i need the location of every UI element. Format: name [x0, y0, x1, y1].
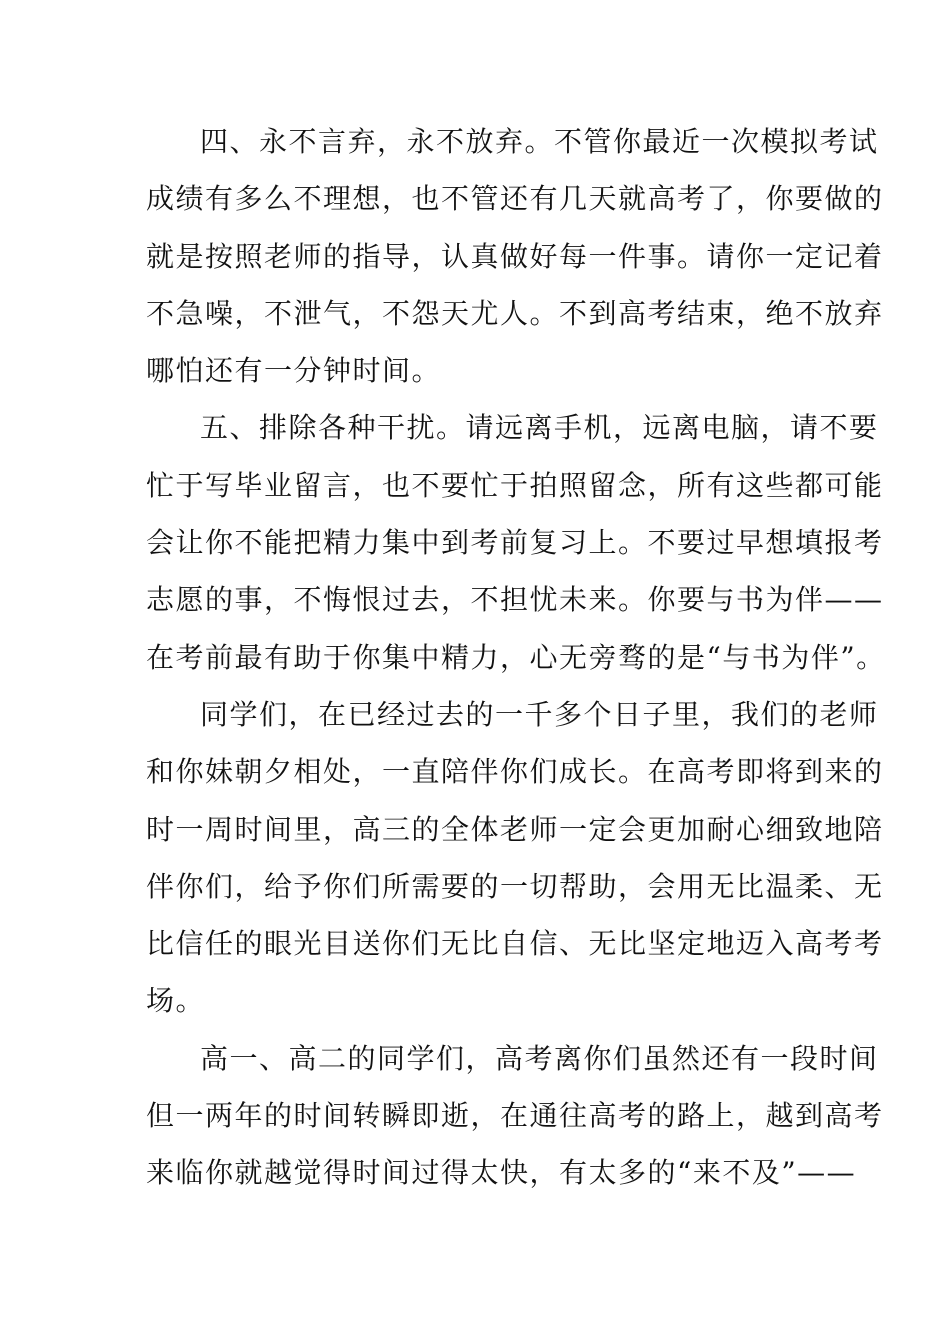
paragraph-line: 同学们，在已经过去的一千多个日子里，我们的老师	[200, 697, 879, 731]
paragraph-5	[146, 399, 886, 685]
paragraph-line: 忙于写毕业留言，也不要忙于拍照留念，所有这些都可能	[146, 468, 884, 502]
paragraph-grade-one-two	[146, 1030, 884, 1202]
paragraph-line: 伴你们，给予你们所需要的一切帮助，会用无比温柔、无	[146, 869, 884, 903]
paragraph-line: 不急噪，不泄气，不怨天尤人。不到高考结束，绝不放弃	[146, 296, 884, 330]
paragraph-classmates	[146, 686, 884, 1030]
paragraph-4	[146, 113, 884, 399]
paragraph-line: 高一、高二的同学们，高考离你们虽然还有一段时间	[200, 1041, 879, 1075]
paragraph-line: 和你妹朝夕相处，一直陪伴你们成长。在高考即将到来的	[146, 755, 884, 789]
paragraph-line: 成绩有多么不理想，也不管还有几天就高考了，你要做的	[146, 182, 884, 216]
document-body	[146, 113, 886, 1202]
paragraph-line: 在考前最有助于你集中精力，心无旁骛的是“与书为伴”。	[146, 640, 886, 674]
paragraph-line: 比信任的眼光目送你们无比自信、无比坚定地迈入高考考	[146, 927, 884, 961]
paragraph-line: 时一周时间里，高三的全体老师一定会更加耐心细致地陪	[146, 812, 884, 846]
paragraph-line: 哪怕还有一分钟时间。	[146, 354, 442, 388]
paragraph-line: 会让你不能把精力集中到考前复习上。不要过早想填报考	[146, 526, 884, 560]
paragraph-line: 来临你就越觉得时间过得太快，有太多的“来不及”——	[146, 1156, 857, 1190]
paragraph-line: 但一两年的时间转瞬即逝，在通往高考的路上，越到高考	[146, 1099, 884, 1133]
paragraph-line: 四、永不言弃，永不放弃。不管你最近一次模拟考试	[200, 125, 879, 158]
paragraph-line: 五、排除各种干扰。请远离手机，远离电脑，请不要	[200, 411, 879, 445]
paragraph-line: 场。	[146, 984, 206, 1018]
paragraph-line: 志愿的事，不悔恨过去，不担忧未来。你要与书为伴——	[146, 583, 884, 617]
paragraph-line: 就是按照老师的指导，认真做好每一件事。请你一定记着	[146, 239, 884, 273]
